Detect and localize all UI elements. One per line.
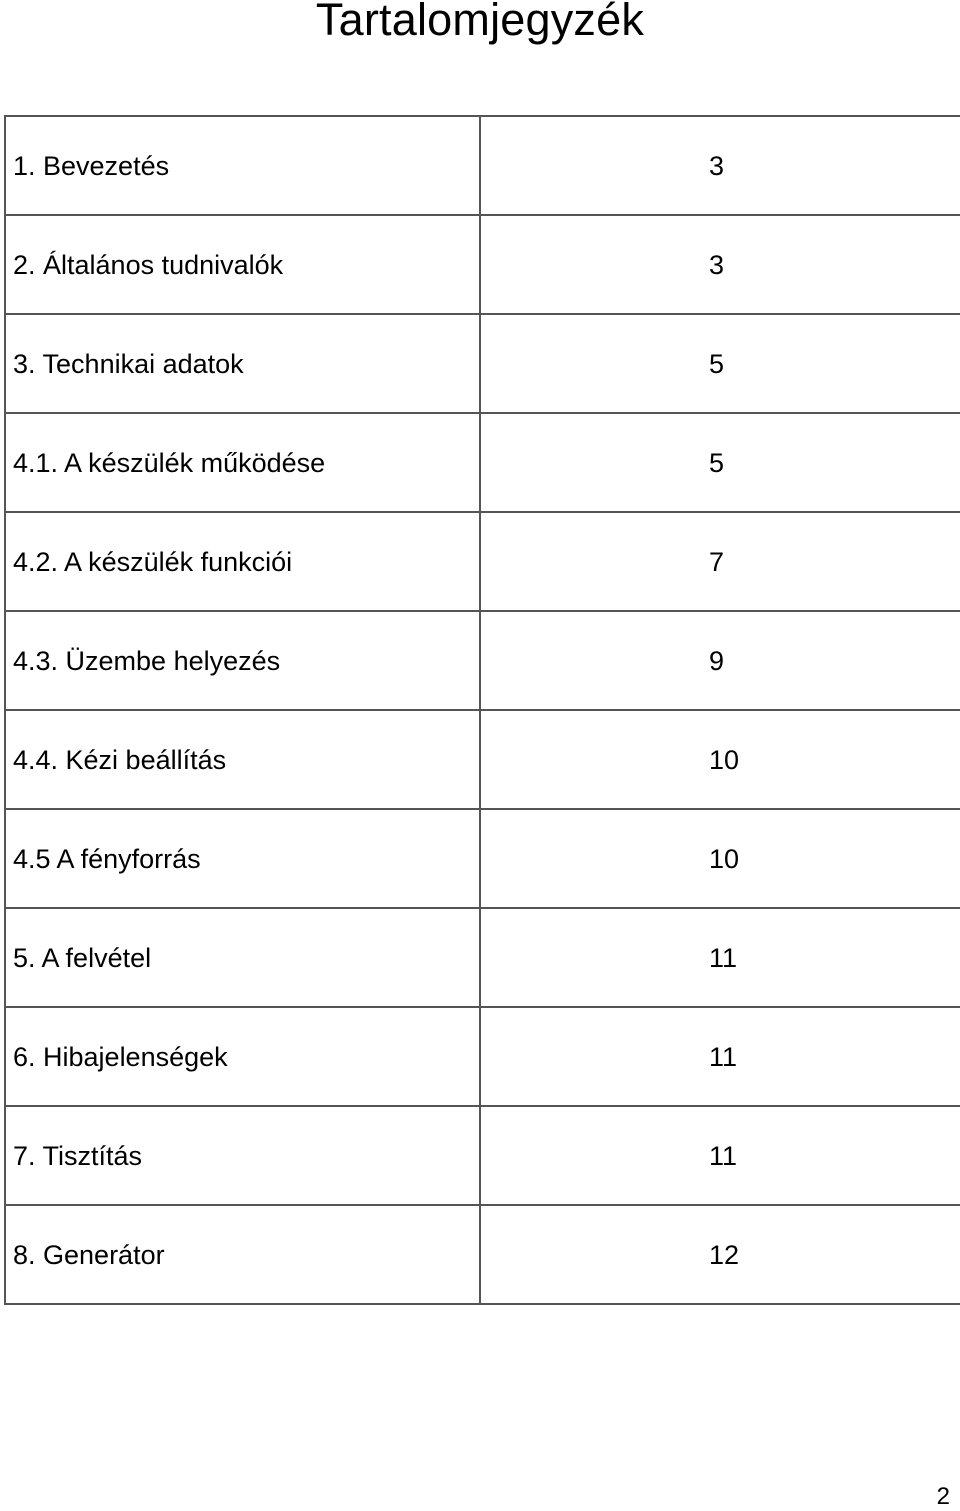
toc-entry-title: 4.1. A készülék működése: [5, 413, 480, 512]
toc-entry-title: 4.3. Üzembe helyezés: [5, 611, 480, 710]
toc-entry-title: 3. Technikai adatok: [5, 314, 480, 413]
table-row: [5, 908, 960, 1007]
toc-entry-page: 5: [480, 413, 960, 512]
toc-entry-title: 4.2. A készülék funkciói: [5, 512, 480, 611]
toc-entry-title: 4.5 A fényforrás: [5, 809, 480, 908]
table-row: [5, 116, 960, 215]
table-row: [5, 215, 960, 314]
table-row: [5, 512, 960, 611]
table-of-contents: [4, 115, 960, 1305]
page-title: Tartalomjegyzék: [315, 0, 645, 45]
toc-entry-page: 3: [480, 116, 960, 215]
toc-entry-page: 10: [480, 809, 960, 908]
toc-entry-title: 2. Általános tudnivalók: [5, 215, 480, 314]
toc-entry-page: 10: [480, 710, 960, 809]
toc-entry-page: 11: [480, 1007, 960, 1106]
toc-entry-page: 11: [480, 908, 960, 1007]
toc-entry-title: 7. Tisztítás: [5, 1106, 480, 1205]
toc-entry-title: 1. Bevezetés: [5, 116, 480, 215]
table-row: [5, 314, 960, 413]
table-row: [5, 1205, 960, 1304]
toc-entry-page: 9: [480, 611, 960, 710]
toc-entry-title: 8. Generátor: [5, 1205, 480, 1304]
toc-entry-title: 5. A felvétel: [5, 908, 480, 1007]
toc-entry-title: 4.4. Kézi beállítás: [5, 710, 480, 809]
toc-entry-page: 3: [480, 215, 960, 314]
toc-entry-title: 6. Hibajelenségek: [5, 1007, 480, 1106]
toc-entry-page: 7: [480, 512, 960, 611]
table-row: [5, 710, 960, 809]
page-number: 2: [936, 1483, 950, 1510]
table-row: [5, 809, 960, 908]
toc-entry-page: 5: [480, 314, 960, 413]
table-row: [5, 1007, 960, 1106]
table-row: [5, 413, 960, 512]
table-row: [5, 1106, 960, 1205]
toc-entry-page: 12: [480, 1205, 960, 1304]
table-row: [5, 611, 960, 710]
toc-entry-page: 11: [480, 1106, 960, 1205]
